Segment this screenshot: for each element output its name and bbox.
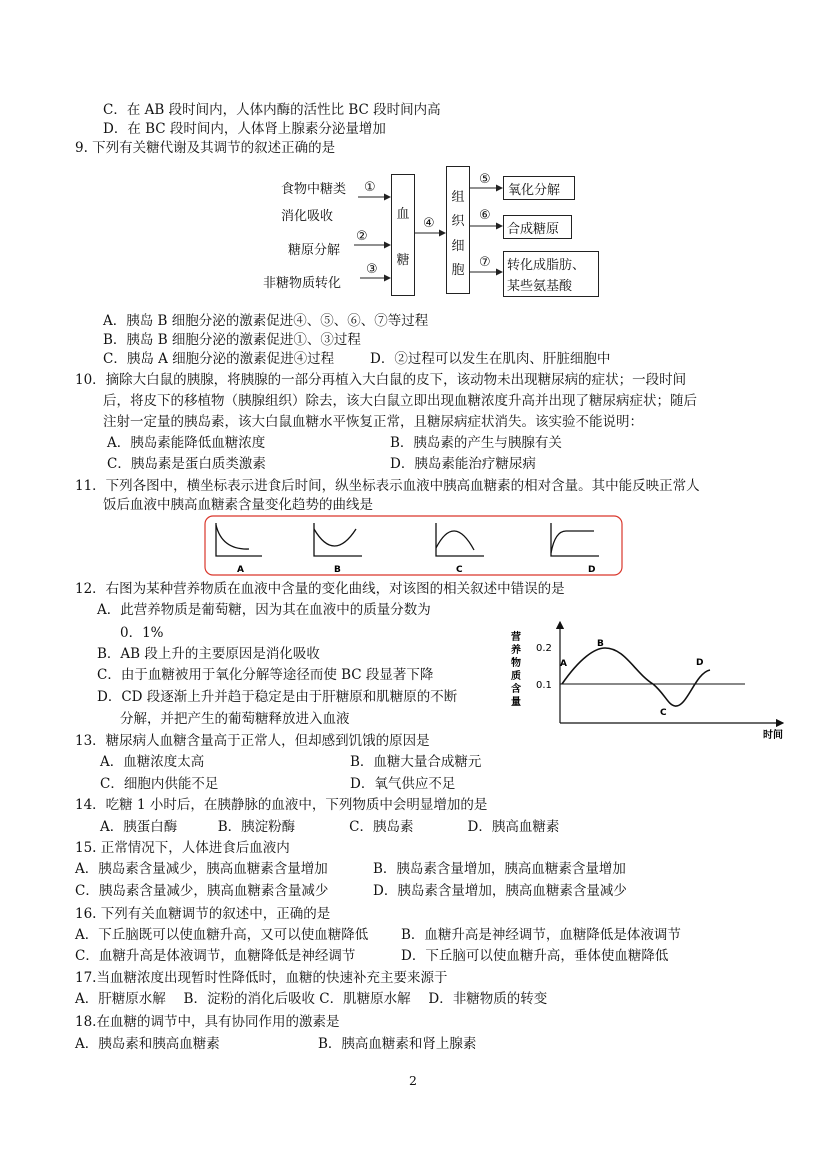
diagram-num-4: ④ xyxy=(423,216,435,231)
q15-option-a: A．胰岛素含量减少，胰高血糖素含量增加 xyxy=(75,861,328,877)
diagram-tissue-char-4: 胞 xyxy=(451,263,465,278)
q14-stem: 14．吃糖 1 小时后，在胰静脉的血液中，下列物质中会明显增加的是 xyxy=(75,797,488,813)
diagram-digestion-label: 消化吸收 xyxy=(281,209,334,224)
q15-option-b: B．胰岛素含量增加，胰高血糖素含量增加 xyxy=(373,861,626,877)
q11-label-a: A xyxy=(237,565,244,575)
q12-point-b: B xyxy=(597,639,604,649)
q12-point-d: D xyxy=(696,658,704,668)
q12-ylabel-1: 营 xyxy=(511,632,521,643)
q10-stem-3: 注射一定量的胰岛素，该大白鼠血糖水平恢复正常，且糖尿病症状消失。该实验不能说明： xyxy=(103,414,643,430)
q16-option-b: B．血糖升高是神经调节，血糖降低是体液调节 xyxy=(401,927,681,943)
q13-stem: 13．糖尿病人血糖含量高于正常人，但却感到饥饿的原因是 xyxy=(75,733,430,749)
q12-ytick-02: 0.2 xyxy=(536,643,552,654)
q14-options: A．胰蛋白酶 B．胰淀粉酶 C．胰岛素 D．胰高血糖素 xyxy=(100,819,560,835)
q12-stem: 12．右图为某种营养物质在血液中含量的变化曲线，对该图的相关叙述中错误的是 xyxy=(75,581,565,597)
q12-ylabel-6: 量 xyxy=(511,697,521,708)
q10-option-a: A．胰岛素能降低血糖浓度 xyxy=(107,435,266,451)
diagram-num-3: ③ xyxy=(366,262,378,277)
q13-option-c: C．细胞内供能不足 xyxy=(100,776,219,792)
q12-curve xyxy=(562,648,710,706)
q17-options: A．肝糖原水解 B．淀粉的消化后吸收 C．肌糖原水解 D．非糖物质的转变 xyxy=(75,991,548,1007)
q12-graph xyxy=(505,618,795,743)
q15-option-c: C．胰岛素含量减少，胰高血糖素含量减少 xyxy=(75,883,329,899)
diagram-out-aminoacid: 某些氨基酸 xyxy=(507,279,573,294)
diagram-num-7: ⑦ xyxy=(479,255,491,270)
q11-curve-b xyxy=(314,529,356,546)
q9-option-b: B．胰岛 B 细胞分泌的激素促进①、③过程 xyxy=(103,332,361,348)
q9-option-a: A．胰岛 B 细胞分泌的激素促进④、⑤、⑥、⑦等过程 xyxy=(103,313,429,329)
diagram-blood-char-2: 糖 xyxy=(396,253,410,268)
q17-stem: 17.当血糖浓度出现暂时性降低时，血糖的快速补充主要来源于 xyxy=(75,970,448,986)
diagram-tissue-char-1: 组 xyxy=(451,190,465,205)
q11-curve-d xyxy=(551,531,594,553)
q12-option-a-1: A．此营养物质是葡萄糖，因为其在血液中的质量分数为 xyxy=(97,602,431,618)
q9-option-c: C．胰岛 A 细胞分泌的激素促进④过程 xyxy=(103,351,335,367)
q12-ytick-01: 0.1 xyxy=(536,680,552,691)
q10-stem-2: 后，将皮下的移植物（胰腺组织）除去，该大白鼠立即出现血糖浓度升高并出现了糖尿病症状；随后 xyxy=(103,393,697,409)
q18-option-a: A．胰岛素和胰高血糖素 xyxy=(75,1036,220,1052)
diagram-source-food: 食物中糖类 xyxy=(281,182,347,197)
q16-option-c: C．血糖升高是体液调节，血糖降低是神经调节 xyxy=(75,948,356,964)
q13-option-a: A．血糖浓度太高 xyxy=(100,754,205,770)
diagram-arrows xyxy=(0,0,827,320)
q8-option-d: D．在 BC 段时间内，人体肾上腺素分泌量增加 xyxy=(103,121,386,137)
q11-red-frame xyxy=(205,516,622,575)
q12-xlabel: 时间 xyxy=(763,730,783,741)
q12-point-c: C xyxy=(660,708,667,718)
q11-stem-2: 饭后血液中胰高血糖素含量变化趋势的曲线是 xyxy=(103,497,373,513)
diagram-tissue-char-2: 织 xyxy=(451,214,465,229)
q12-option-d-1: D．CD 段逐渐上升并趋于稳定是由于肝糖原和肌糖原的不断 xyxy=(97,689,458,705)
q10-option-d: D．胰岛素能治疗糖尿病 xyxy=(390,456,536,472)
q11-stem-1: 11．下列各图中，横坐标表示进食后时间，纵坐标表示血液中胰高血糖素的相对含量。其中能反映正常人 xyxy=(75,478,700,494)
q13-option-d: D．氧气供应不足 xyxy=(350,776,456,792)
q12-ylabel-4: 质 xyxy=(511,671,521,682)
q12-option-a-2: 0．1% xyxy=(120,625,164,641)
q12-ylabel-3: 物 xyxy=(511,658,521,669)
q10-option-c: C．胰岛素是蛋白质类激素 xyxy=(107,456,266,472)
q10-stem-1: 10．摘除大白鼠的胰腺，将胰腺的一部分再植入大白鼠的皮下，该动物未出现糖尿病的症状；一段时间 xyxy=(75,372,687,388)
q8-option-c: C．在 AB 段时间内，人体内酶的活性比 BC 段时间内高 xyxy=(103,102,441,118)
q16-option-d: D．下丘脑可以使血糖升高，垂体使血糖降低 xyxy=(401,948,669,964)
q11-label-b: B xyxy=(334,565,341,575)
q11-curve-c xyxy=(436,531,474,550)
page-number: 2 xyxy=(409,1073,417,1088)
q16-stem: 16. 下列有关血糖调节的叙述中，正确的是 xyxy=(75,906,331,922)
q11-curve-a xyxy=(216,525,249,549)
q12-ylabel-2: 养 xyxy=(511,645,521,656)
q12-point-a: A xyxy=(560,659,567,669)
q18-stem: 18.在血糖的调节中，具有协同作用的激素是 xyxy=(75,1014,340,1030)
diagram-num-2: ② xyxy=(356,229,368,244)
q9-option-d: D．②过程可以发生在肌肉、肝脏细胞中 xyxy=(370,351,611,367)
diagram-num-6: ⑥ xyxy=(479,208,491,223)
diagram-blood-char-1: 血 xyxy=(396,207,410,222)
q13-option-b: B．血糖大量合成糖元 xyxy=(350,754,482,770)
diagram-out-oxidation: 氧化分解 xyxy=(508,183,561,198)
diagram-num-1: ① xyxy=(364,180,376,195)
diagram-out-glycogen: 合成糖原 xyxy=(507,222,560,237)
diagram-source-nonsugar: 非糖物质转化 xyxy=(263,276,342,291)
q12-option-d-2: 分解，并把产生的葡萄糖释放进入血液 xyxy=(120,711,350,727)
diagram-num-5: ⑤ xyxy=(479,172,491,187)
q15-stem: 15. 正常情况下，人体进食后血液内 xyxy=(75,840,290,856)
q18-option-b: B．胰高血糖素和肾上腺素 xyxy=(318,1036,477,1052)
diagram-out-fat: 转化成脂肪、 xyxy=(507,258,586,273)
q16-option-a: A．下丘脑既可以使血糖升高，又可以使血糖降低 xyxy=(75,927,369,943)
q15-option-d: D．胰岛素含量增加，胰高血糖素含量减少 xyxy=(373,883,627,899)
q11-label-c: C xyxy=(456,565,463,575)
q11-label-d: D xyxy=(588,565,596,575)
diagram-source-glycogen: 糖原分解 xyxy=(288,243,341,258)
q11-axis-d xyxy=(551,523,599,556)
q11-axis-c xyxy=(436,523,484,556)
diagram-tissue-char-3: 细 xyxy=(451,239,465,254)
q12-option-b: B．AB 段上升的主要原因是消化吸收 xyxy=(97,646,320,662)
q10-option-b: B．胰岛素的产生与胰腺有关 xyxy=(390,435,562,451)
q12-ylabel-5: 含 xyxy=(511,684,521,695)
q9-stem: 9. 下列有关糖代谢及其调节的叙述正确的是 xyxy=(75,140,336,156)
q12-option-c: C．由于血糖被用于氧化分解等途径而使 BC 段显著下降 xyxy=(97,667,434,683)
q11-curves xyxy=(204,515,624,577)
